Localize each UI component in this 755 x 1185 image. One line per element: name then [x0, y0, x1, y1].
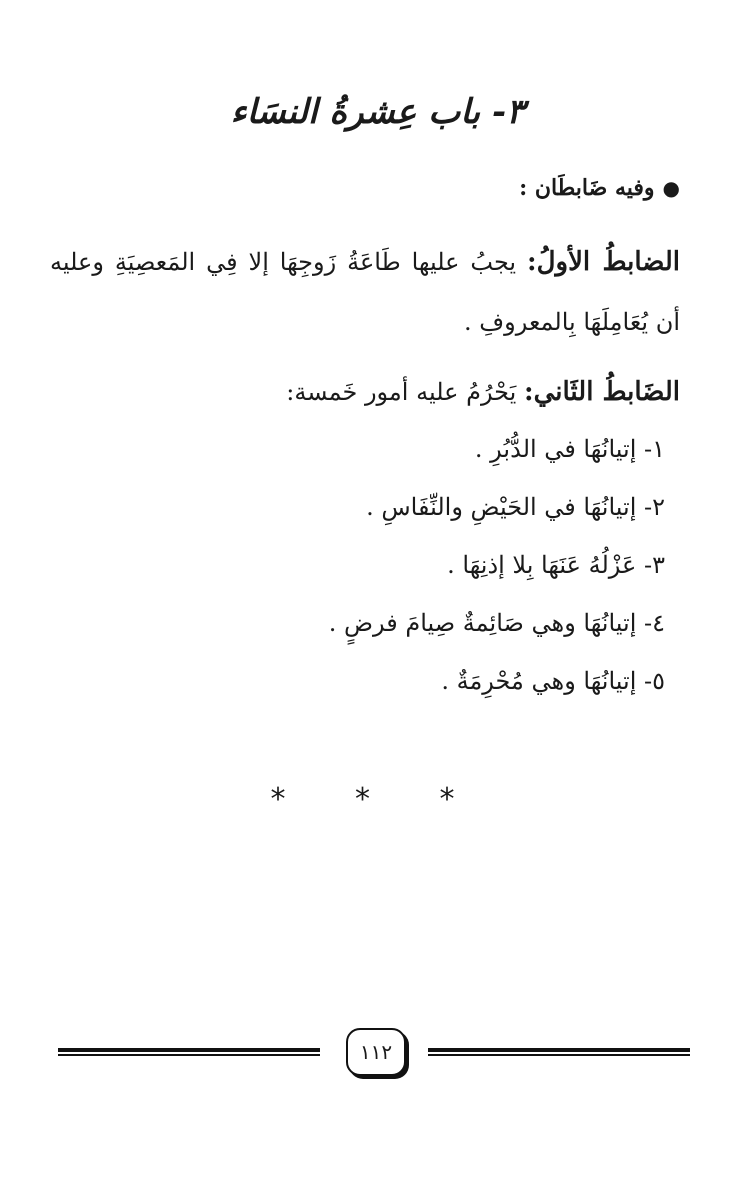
list-item: ٥- إتيانُهَا وهي مُحْرِمَةٌ .: [441, 667, 665, 695]
page-footer: [58, 1028, 690, 1078]
section-intro: [80, 175, 680, 201]
rule-one-paragraph: [50, 232, 680, 352]
bullet-icon: ●: [662, 176, 680, 200]
rule-two-text: يَحْرُمُ عليه أمور خَمسة:: [286, 378, 517, 406]
section-separator: * * *: [270, 782, 485, 817]
list-item: ٤- إتيانُهَا وهي صَائِمةٌ صِيامَ فرضٍ .: [328, 609, 665, 637]
prohibitions-list: [105, 420, 665, 710]
footer-rule-left: [58, 1048, 320, 1056]
list-item: ٢- إتيانُهَا في الحَيْضِ والنِّفَاسِ .: [366, 493, 665, 521]
list-item: ١- إتيانُهَا في الدُّبُرِ .: [474, 435, 665, 463]
intro-text: وفيه ضَابطَان :: [519, 175, 655, 201]
rule-one-text: يجبُ عليها طَاعَةُ زَوجِهَا إلا فِي المَعصِيَةِ وعليه أن يُعَامِلَهَا بِالمعروفِ .: [50, 248, 680, 336]
footer-rule-right: [428, 1048, 690, 1056]
rule-two-lead: الضَابطُ الثَاني:: [524, 377, 680, 407]
page-number: ١١٢: [346, 1028, 406, 1076]
chapter-title: ٣- باب عِشرةُ النسَاء: [230, 92, 525, 132]
list-item: ٣- عَزْلُهُ عَنَهَا بِلا إذنِهَا .: [447, 551, 665, 579]
rule-two-paragraph: [50, 362, 680, 422]
rule-one-lead: الضابطُ الأولُ:: [527, 247, 681, 277]
